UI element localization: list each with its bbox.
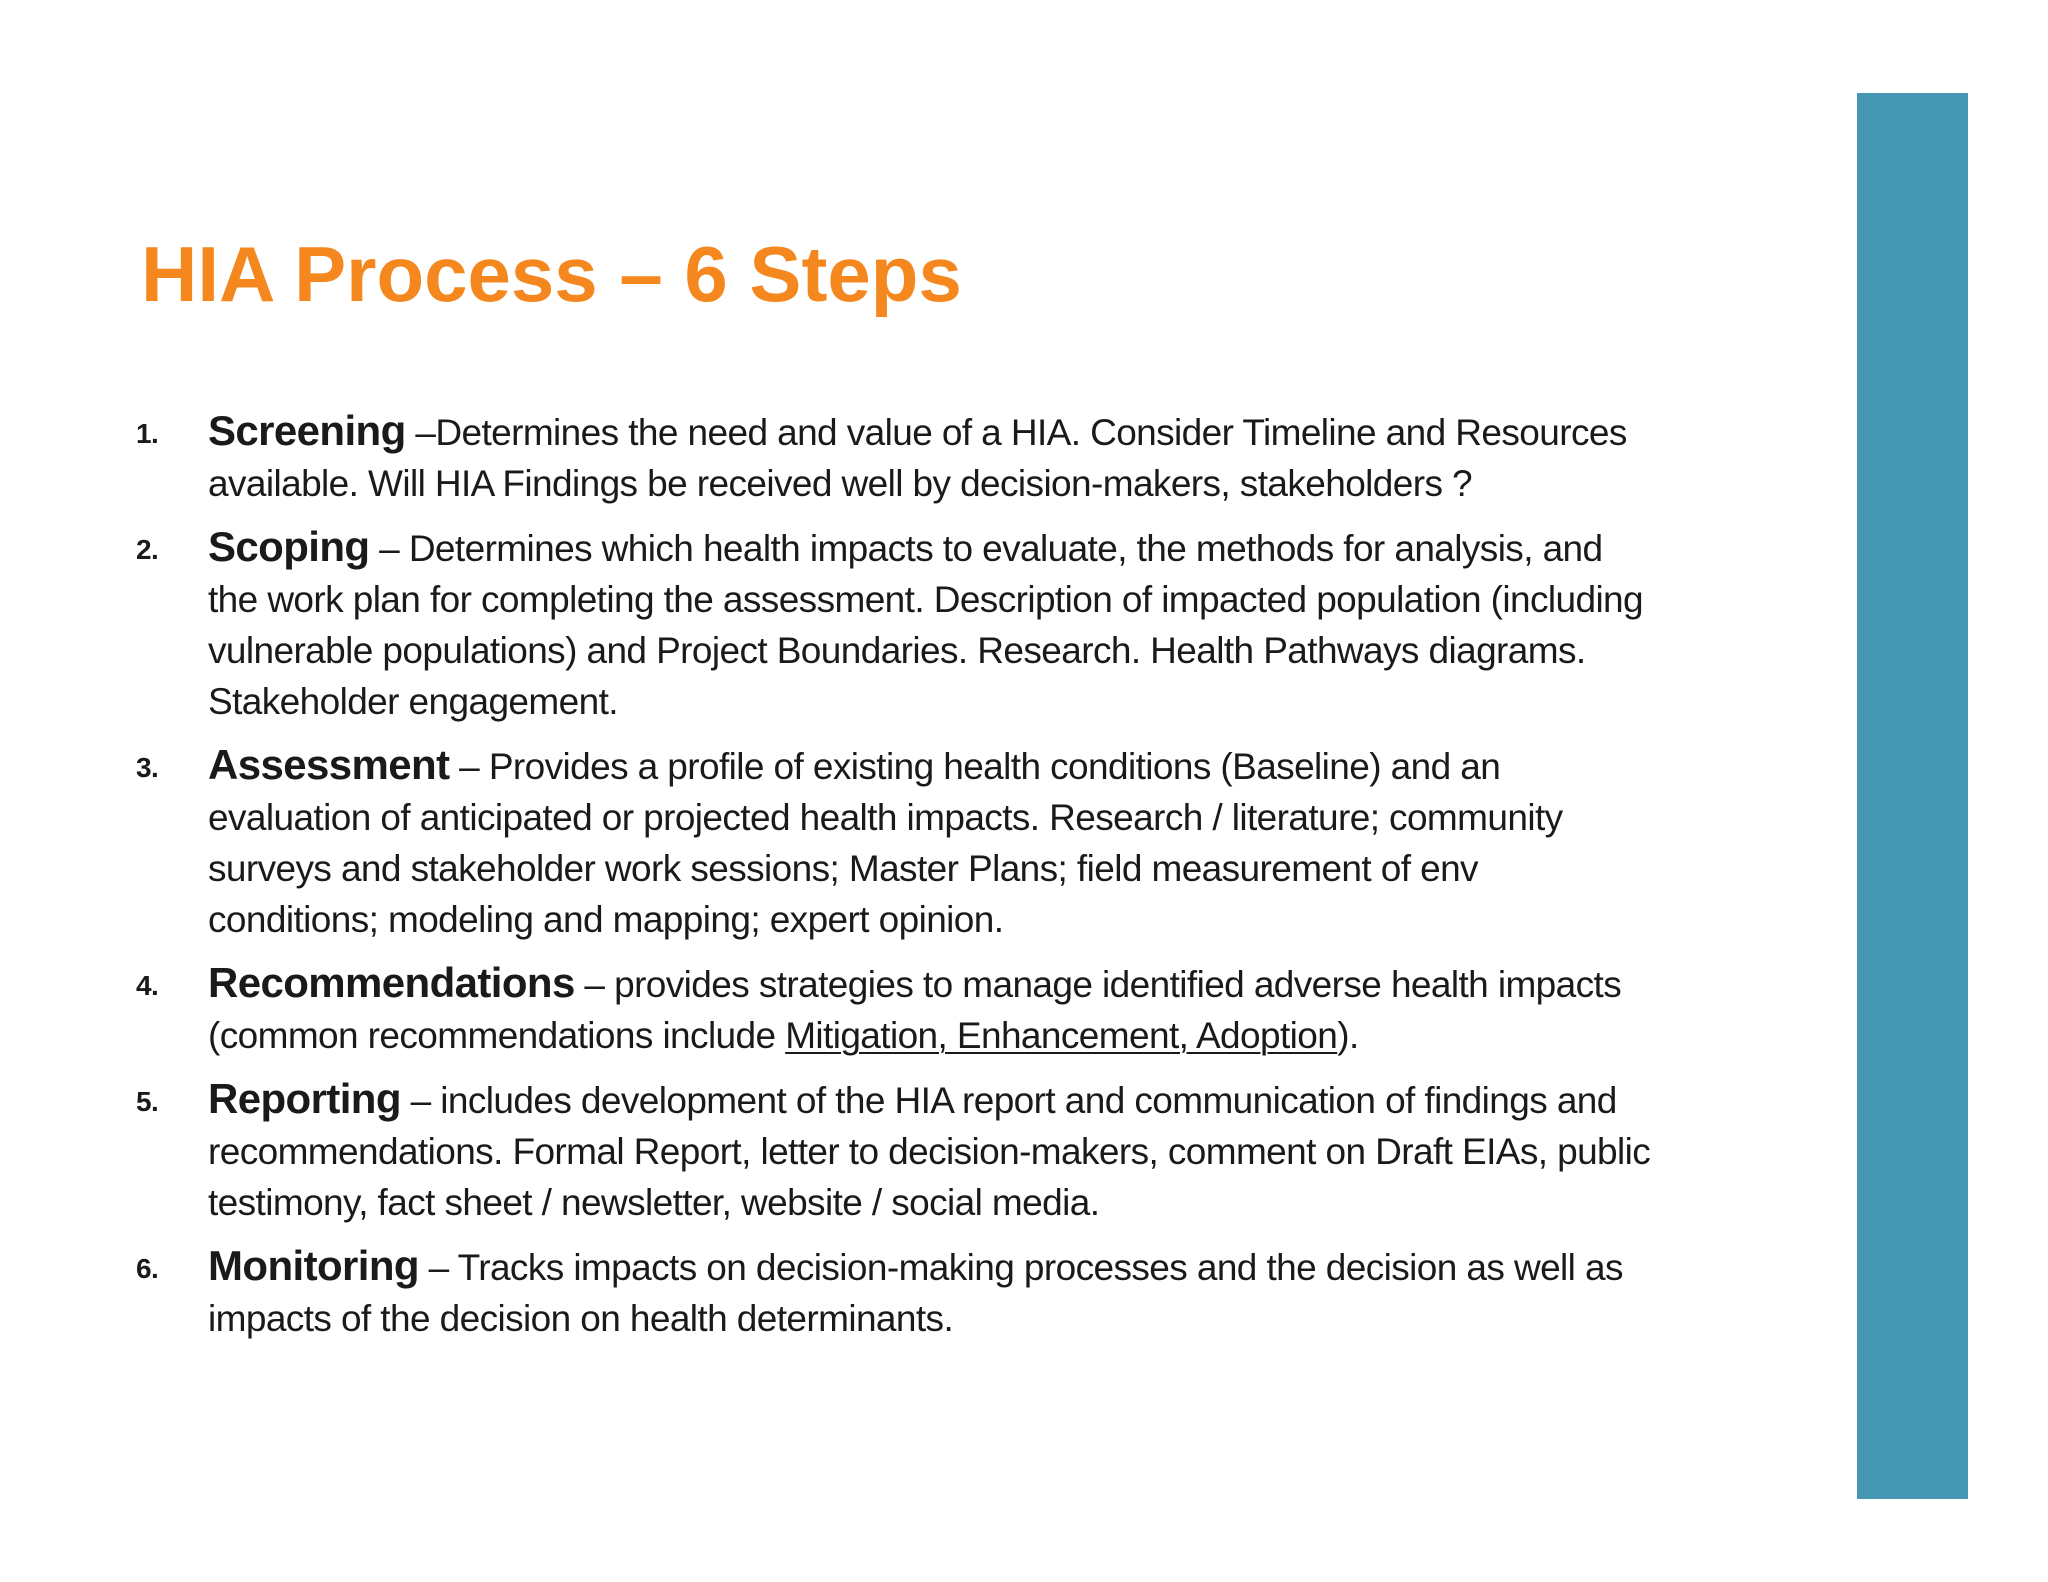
step-dash: – [449, 746, 489, 787]
steps-list [136, 405, 1656, 1356]
step-dash: – [418, 1247, 458, 1288]
step-underlined-text: Mitigation, Enhancement, Adoption [785, 1015, 1338, 1056]
step-title: Reporting [208, 1075, 401, 1122]
accent-bar [1857, 93, 1968, 1499]
step-description: provides strategies to manage identified adverse health impacts (common recommendations include [208, 964, 1622, 1056]
step-item-monitoring [136, 1240, 1656, 1344]
step-description: Tracks impacts on decision-making processes and the decision as well as impacts of the decision on health determinants. [208, 1247, 1623, 1339]
step-item-recommendations [136, 957, 1656, 1061]
step-description: Determines the need and value of a HIA. Consider Timeline and Resources available. Will HIA Findings be received well by decision-makers, stakeholders ? [208, 412, 1627, 504]
step-dash: – [574, 964, 615, 1005]
step-description-end: ). [1337, 1015, 1359, 1056]
step-dash: – [400, 1080, 441, 1121]
step-item-screening [136, 405, 1656, 509]
step-dash: – [369, 528, 409, 569]
step-item-reporting [136, 1073, 1656, 1228]
step-description: Determines which health impacts to evaluate, the methods for analysis, and the work plan for completing the assessment. Description of impacted population (including vulnerable populations) and Project Boundaries. Research. Health Pathways diagrams. Stakeholder engagement. [208, 528, 1644, 722]
step-number: 5. [136, 1086, 159, 1117]
step-number: 2. [136, 534, 159, 565]
step-title: Monitoring [208, 1242, 419, 1289]
step-number: 3. [136, 752, 159, 783]
step-title: Screening [208, 407, 406, 454]
step-title: Scoping [208, 523, 370, 570]
step-title: Assessment [208, 741, 450, 788]
step-number: 4. [136, 970, 159, 1001]
step-number: 6. [136, 1253, 159, 1284]
step-description: includes development of the HIA report and communication of findings and recommendations. Formal Report, letter to decision-makers, comment on Draft EIAs, public testimony, fact sheet / newsletter, website / social media. [208, 1080, 1651, 1223]
step-item-assessment [136, 739, 1656, 945]
step-item-scoping [136, 521, 1656, 727]
step-dash: – [405, 412, 436, 453]
step-description: Provides a profile of existing health conditions (Baseline) and an evaluation of anticipated or projected health impacts. Research / literature; community surveys and stakeholder work sessions; Master Plans; field measurement of env conditions; modeling and mapping; expert opinion. [208, 746, 1563, 940]
slide-title: HIA Process – 6 Steps [141, 230, 962, 318]
step-number: 1. [136, 418, 159, 449]
step-title: Recommendations [208, 959, 575, 1006]
